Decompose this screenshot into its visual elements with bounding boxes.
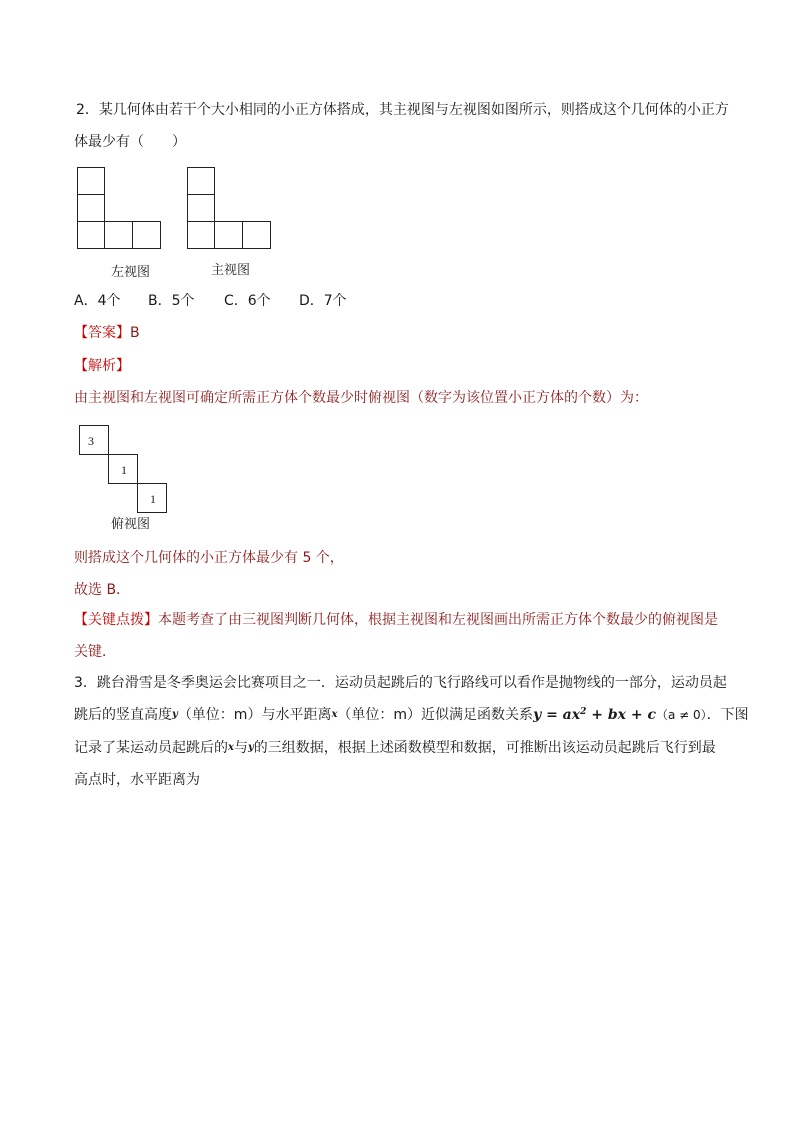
front-view-cell xyxy=(214,221,243,249)
conclusion-text: 则搭成这个几何体的小正方体最少有 5 个， xyxy=(74,550,344,566)
top-view-figure xyxy=(79,425,169,515)
q3-stem-line4: 高点时，水平距离为 xyxy=(74,772,200,788)
analysis-text: 由主视图和左视图可确定所需正方体个数最少时俯视图（数字为该位置小正方体的个数）为： xyxy=(74,390,648,406)
q3-text: 与 xyxy=(233,740,248,756)
front-view-cell xyxy=(187,167,215,195)
option-b: B．5个 xyxy=(148,293,195,309)
choose-text: 故选 B． xyxy=(74,582,131,598)
var-x: x xyxy=(228,742,234,753)
q3-stem-line3 xyxy=(74,738,716,758)
left-view-cell xyxy=(132,221,161,249)
top-view-label: 俯视图 xyxy=(111,517,151,532)
q2-stem-line1: 2．某几何体由若干个大小相同的小正方体搭成，其主视图与左视图如图所示，则搭成这个几何体的小正方 xyxy=(76,102,729,118)
q3-stem-line1: 3．跳台滑雪是冬季奥运会比赛项目之一．运动员起跳后的飞行路线可以看作是抛物线的一部分，运动员起 xyxy=(74,675,727,691)
q3-text: ．下图 xyxy=(706,707,749,723)
formula xyxy=(533,707,656,723)
option-a: A．4个 xyxy=(74,293,121,309)
analysis-tag: 【解析】 xyxy=(74,358,130,374)
option-c: C．6个 xyxy=(224,293,271,309)
q3-text: （单位：m）与水平距离 xyxy=(177,707,332,723)
q3-stem-line2 xyxy=(74,705,749,725)
var-y: y xyxy=(172,709,178,720)
q3-text: （单位：m）近似满足函数关系 xyxy=(337,707,534,723)
left-view-figure xyxy=(77,167,162,250)
option-d: D．7个 xyxy=(299,293,347,309)
formula-part: + bx + c xyxy=(586,707,656,723)
answer-value: B xyxy=(130,325,140,341)
front-view-cell xyxy=(187,221,215,249)
top-view-cell-value: 3 xyxy=(88,434,94,448)
formula-condition: （a ≠ 0） xyxy=(655,708,707,722)
q2-stem-line2: 体最少有（ ） xyxy=(74,134,186,150)
front-view-label: 主视图 xyxy=(211,263,251,278)
q3-text: 记录了某运动员起跳后的 xyxy=(74,740,228,756)
formula-part: y = ax xyxy=(533,707,581,723)
top-view-cell-value: 1 xyxy=(121,463,127,477)
top-view-cell xyxy=(108,454,138,484)
front-view-cell xyxy=(187,194,215,222)
answer-tag: 【答案】 xyxy=(74,325,130,341)
var-x: x xyxy=(331,709,338,720)
key-point-line2: 关键． xyxy=(74,644,116,660)
var-y: y xyxy=(247,742,254,753)
top-view-cell xyxy=(79,425,109,455)
key-point-text: 本题考查了由三视图判断几何体，根据主视图和左视图画出所需正方体个数最少的俯视图是 xyxy=(158,612,718,628)
key-point-tag: 【关键点拨】 xyxy=(74,612,158,628)
top-view-cell xyxy=(137,483,167,513)
q3-text: 跳后的竖直高度 xyxy=(74,707,172,723)
left-view-cell xyxy=(77,167,105,195)
answer-line xyxy=(74,323,140,343)
key-point-line1 xyxy=(74,610,718,630)
left-view-cell xyxy=(77,221,105,249)
front-view-cell xyxy=(242,221,271,249)
top-view-cell-value: 1 xyxy=(150,492,156,506)
left-view-cell xyxy=(77,194,105,222)
left-view-cell xyxy=(104,221,133,249)
front-view-figure xyxy=(187,167,272,250)
left-view-label: 左视图 xyxy=(111,265,151,280)
formula-exponent: 2 xyxy=(580,707,587,717)
q3-text: 的三组数据，根据上述函数模型和数据，可推断出该运动员起跳后飞行到最 xyxy=(253,740,716,756)
